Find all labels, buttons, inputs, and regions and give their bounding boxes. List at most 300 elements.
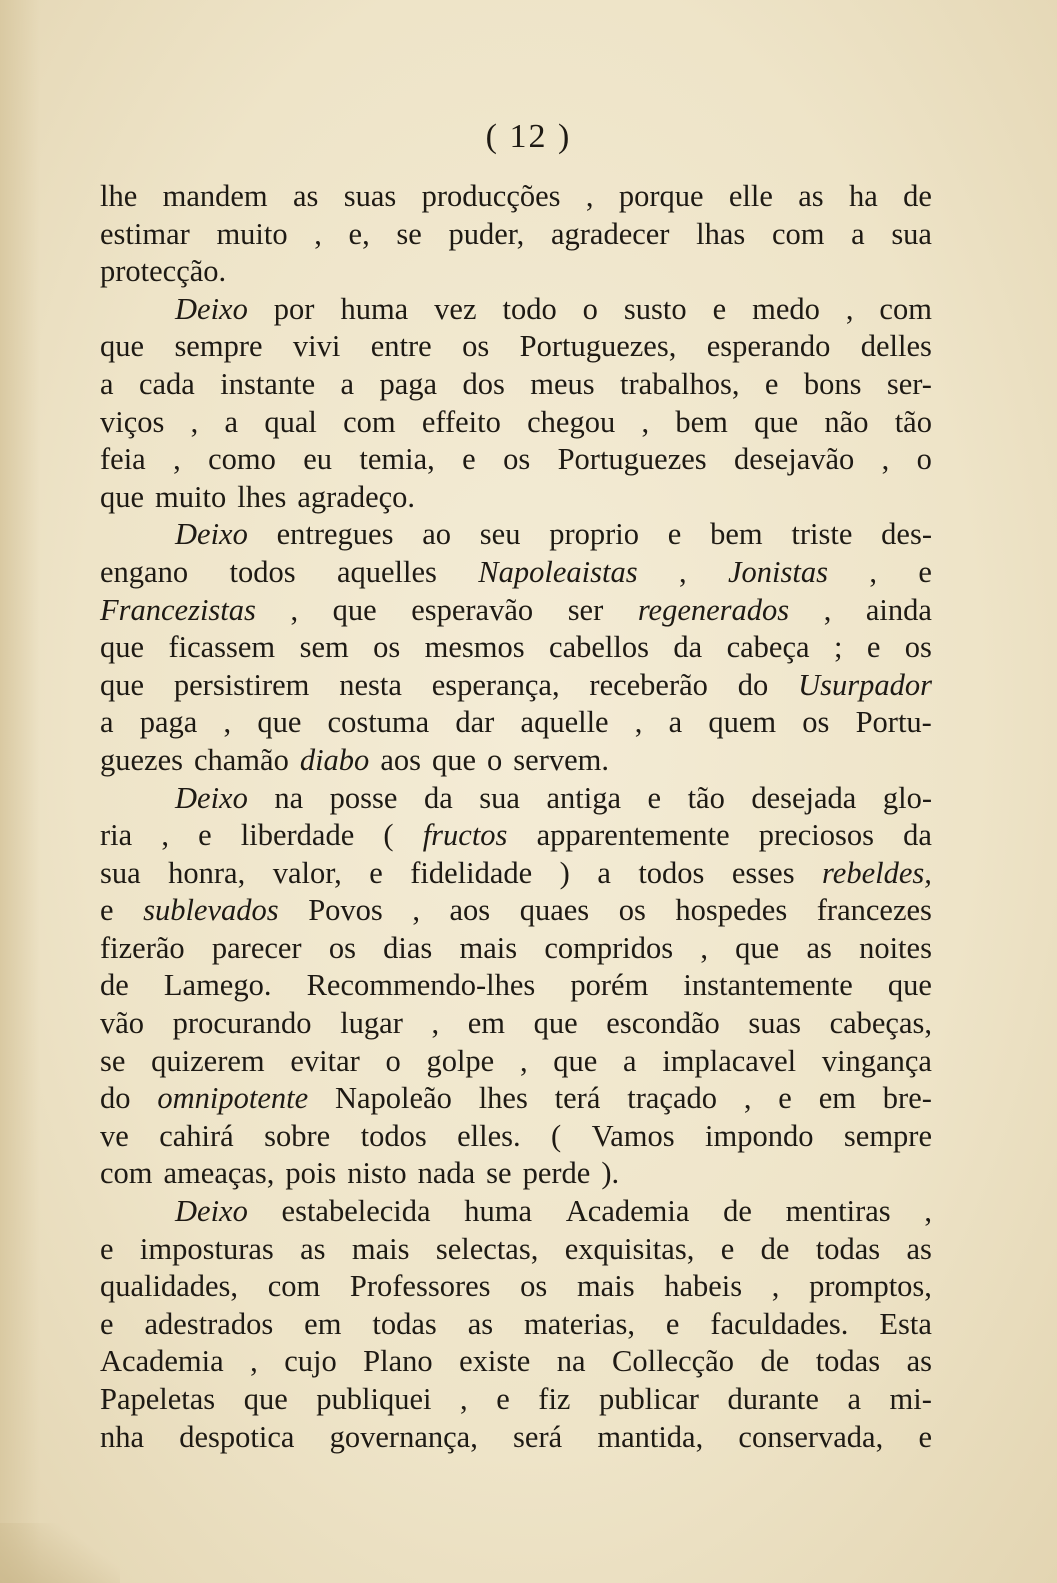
text-line [100, 780, 932, 818]
word: Esta [879, 1306, 932, 1341]
word: os [520, 1269, 548, 1304]
word: aquelle [520, 705, 609, 740]
word: rebeldes, [822, 855, 932, 890]
word: triste [791, 517, 853, 552]
word: e [496, 1382, 510, 1416]
text-line [100, 1343, 932, 1381]
word: lhes [237, 479, 287, 514]
word: instantemente [683, 968, 853, 1003]
word: ameaças, [163, 1156, 275, 1191]
word: a [847, 1382, 861, 1416]
word: ha [849, 179, 878, 213]
page-number: ( 12 ) [485, 118, 572, 155]
page-corner-shadow [0, 1523, 120, 1583]
word: nisto [347, 1156, 407, 1191]
word: publiquei [316, 1382, 432, 1416]
word: na [556, 1344, 586, 1379]
word: em [467, 1006, 505, 1041]
word: os [373, 630, 401, 665]
word: puder, [448, 216, 525, 251]
word: mantida, [597, 1419, 704, 1454]
text-line [100, 328, 932, 366]
word: dos [462, 366, 505, 401]
word: os [462, 329, 490, 364]
body-text [100, 178, 932, 1456]
word: Napoleaistas [478, 554, 638, 589]
word: o [487, 742, 503, 777]
word: compridos [544, 930, 674, 965]
word: a [100, 705, 114, 740]
word: o [916, 442, 932, 477]
text-line [100, 930, 932, 968]
word: Deixo [175, 517, 248, 552]
word: mais [351, 1231, 410, 1266]
word: as [906, 1231, 932, 1266]
text-line [100, 1306, 932, 1344]
word: agradeço. [297, 479, 416, 514]
word: Povos [308, 893, 383, 928]
word: do [100, 1081, 131, 1116]
text-line [100, 855, 932, 893]
word: apparentemente [536, 818, 730, 853]
word: que [243, 1382, 288, 1416]
word: ( [383, 818, 394, 853]
word: , [460, 1382, 468, 1416]
word: e [665, 1306, 680, 1341]
word: cujo [284, 1344, 337, 1379]
word: com [267, 1269, 321, 1304]
text-line [100, 1080, 932, 1118]
word: regenerados [637, 592, 790, 627]
word: eu [303, 442, 333, 477]
word: nada [417, 1156, 476, 1191]
word: Portuguezes, [519, 329, 677, 364]
word: fiz [538, 1382, 571, 1416]
word: pois [285, 1156, 337, 1191]
word: elles. [457, 1118, 521, 1153]
word: servem. [513, 742, 609, 777]
word: porém [570, 968, 649, 1003]
word: , [845, 291, 854, 326]
text-line [100, 1419, 932, 1457]
word: instante [220, 366, 316, 401]
word: a [623, 1043, 637, 1078]
word: esperança, [431, 667, 560, 702]
word: trabalhos, [620, 366, 740, 401]
word: delles [860, 329, 932, 364]
word: Professores [349, 1269, 491, 1304]
word: e, [348, 216, 370, 251]
word: vingança [821, 1043, 932, 1078]
text-line [100, 742, 932, 780]
word: seu [479, 517, 521, 552]
word: Deixo [175, 1194, 248, 1229]
text-line [100, 1381, 932, 1419]
word: tão [687, 780, 725, 815]
word: ; [833, 630, 843, 665]
word: do [737, 667, 769, 702]
word: que [553, 1043, 598, 1078]
word: mi- [889, 1382, 932, 1416]
word: valor, [272, 855, 342, 890]
word: chegou [527, 404, 616, 439]
word: diabo [299, 742, 370, 777]
word: des- [881, 517, 932, 552]
text-line [100, 1005, 932, 1043]
word: ). [601, 1156, 620, 1191]
word: Vamos [591, 1118, 675, 1153]
word: suas [748, 1006, 801, 1041]
word: cabeça [726, 630, 810, 665]
word: bons [803, 366, 862, 401]
word: em [818, 1081, 856, 1116]
word: , [924, 1194, 932, 1229]
word: mais [459, 930, 518, 965]
word: que [100, 329, 145, 364]
word: golpe [426, 1043, 495, 1078]
word: , [881, 442, 890, 477]
word: a [340, 366, 355, 401]
word: effeito [421, 404, 501, 439]
word: , [290, 592, 299, 627]
word: lhes [478, 1081, 528, 1116]
word: bre- [882, 1081, 932, 1116]
word: omnipotente [157, 1081, 309, 1116]
text-line [100, 253, 932, 291]
word: e [720, 1231, 735, 1266]
text-line [100, 817, 932, 855]
word: Francezistas [100, 592, 256, 627]
word: os [618, 893, 646, 928]
word: paga [379, 366, 438, 401]
text-line [100, 441, 932, 479]
word: os [328, 930, 356, 965]
word: ser- [886, 366, 932, 401]
word: Deixo [175, 291, 248, 326]
word: da [423, 780, 453, 815]
text-line [100, 178, 932, 216]
word: com [343, 404, 396, 439]
word: em [304, 1306, 342, 1341]
word: , [743, 1081, 752, 1116]
word: todas [815, 1231, 881, 1266]
word: ria [100, 818, 133, 853]
word: aos [449, 893, 491, 928]
word: que [431, 742, 477, 777]
word: todo [502, 291, 557, 326]
word: paga [139, 705, 198, 740]
word: cahirá [159, 1118, 234, 1153]
word: todas [372, 1306, 437, 1341]
word: de [903, 179, 932, 213]
word: proprio [549, 517, 640, 552]
text-line [100, 216, 932, 254]
word: todos [638, 855, 705, 890]
word: , [250, 1344, 258, 1379]
word: sempre [843, 1118, 932, 1153]
word: noites [859, 930, 932, 965]
word: e [100, 893, 114, 928]
word: com [771, 216, 825, 251]
word: o [582, 291, 598, 326]
word: a [100, 366, 114, 401]
word: ( [551, 1118, 562, 1153]
word: escondão [606, 1006, 720, 1041]
word: sua [100, 855, 141, 890]
word: a [851, 216, 865, 251]
word: Jonistas [727, 554, 828, 589]
word: estabelecida [281, 1194, 431, 1229]
word: faculdades. [710, 1306, 849, 1341]
word: agradecer [550, 216, 670, 251]
word: imposturas [139, 1231, 274, 1266]
text-line [100, 892, 932, 930]
word: Lamego. [163, 968, 272, 1003]
word: os [802, 705, 830, 740]
word: que [735, 930, 780, 965]
text-line [100, 554, 932, 592]
word: susto [623, 291, 687, 326]
word: terá [554, 1081, 601, 1116]
word: estimar [100, 216, 190, 251]
word: qualidades, [100, 1269, 239, 1304]
word: da [673, 630, 703, 665]
word: da [903, 818, 932, 853]
word: vez [434, 291, 477, 326]
word: mandem [162, 179, 268, 213]
word: cada [138, 366, 195, 401]
word: que [332, 592, 377, 627]
word: lhe [100, 179, 138, 213]
text-line [100, 479, 932, 517]
word: desejavão [734, 442, 855, 477]
word: que [100, 667, 145, 702]
text-line [100, 1268, 932, 1306]
word: dar [455, 705, 495, 740]
word: e [647, 780, 662, 815]
word: qual [264, 404, 317, 439]
word: que [887, 968, 932, 1003]
word: mesmos [424, 630, 525, 665]
word: Academia [100, 1344, 224, 1379]
text-line [100, 1118, 932, 1156]
word: as [467, 1306, 494, 1341]
text-line [100, 291, 932, 329]
word: , [823, 592, 832, 627]
word: as [906, 1344, 932, 1379]
word: tão [894, 404, 932, 439]
word: suas [343, 179, 397, 213]
word: posse [329, 780, 398, 815]
word: , [190, 404, 199, 439]
word: costuma [327, 705, 430, 740]
word: dias [383, 930, 433, 965]
word: quizerem [151, 1043, 265, 1078]
word: com [100, 1156, 153, 1191]
word: Portuguezes [557, 442, 707, 477]
word: de [760, 1231, 790, 1266]
word: feia [100, 442, 146, 477]
word: Recommendo-lhes [306, 968, 536, 1003]
text-line [100, 629, 932, 667]
word: sua [891, 216, 932, 251]
word: meus [530, 366, 595, 401]
word: não [824, 404, 869, 439]
text-line [100, 404, 932, 442]
word: aos [380, 742, 421, 777]
word: e [100, 1231, 114, 1266]
word: que [533, 1006, 578, 1041]
word: e [198, 818, 212, 853]
word: temia, [359, 442, 435, 477]
word: chamão [193, 742, 289, 777]
word: , [771, 1269, 780, 1304]
word: , [412, 893, 420, 928]
word: ve [100, 1118, 129, 1153]
word: desejada [751, 780, 857, 815]
word: que [100, 479, 145, 514]
word: mais [576, 1269, 635, 1304]
word: entregues [276, 517, 394, 552]
text-line [100, 1155, 932, 1193]
word: o [385, 1043, 401, 1078]
word: se [486, 1156, 512, 1191]
word: e [918, 554, 932, 589]
word: , [431, 1006, 440, 1041]
word: de [760, 1344, 790, 1379]
word: Napoleão [334, 1081, 452, 1116]
word: vivi [292, 329, 341, 364]
word: e [667, 517, 682, 552]
word: publicar [598, 1382, 699, 1416]
text-line [100, 1043, 932, 1081]
word: persistirem [173, 667, 310, 702]
word: perde [522, 1156, 591, 1191]
text-line [100, 704, 932, 742]
word: , [634, 705, 643, 740]
word: sublevados [143, 893, 279, 928]
word: hospedes [675, 893, 788, 928]
word: Deixo [175, 780, 248, 815]
text-line [100, 516, 932, 554]
word: sem [299, 630, 349, 665]
word: , [641, 404, 650, 439]
word: , [223, 705, 232, 740]
word: implacavel [662, 1043, 797, 1078]
word: Portu- [855, 705, 932, 740]
word: bem [710, 517, 763, 552]
word: , [678, 554, 687, 589]
word: os [904, 630, 932, 665]
word: Usurpador [798, 667, 932, 702]
word: que [257, 705, 302, 740]
word: muito [216, 216, 288, 251]
word: todos [360, 1118, 427, 1153]
word: procurando [172, 1006, 312, 1041]
word: , [869, 554, 877, 589]
word: a [597, 855, 611, 890]
word: receberão [589, 667, 708, 702]
word: muito [155, 479, 227, 514]
word: a [224, 404, 239, 439]
word: medo [752, 291, 820, 326]
word: e [462, 442, 476, 477]
word: elle [728, 179, 773, 213]
word: os [503, 442, 531, 477]
word: se [396, 216, 422, 251]
word: , [700, 930, 708, 965]
word: durante [727, 1382, 819, 1416]
word: Plano [363, 1344, 433, 1379]
word: existe [459, 1344, 531, 1379]
text-line [100, 366, 932, 404]
word: que [100, 630, 145, 665]
word: de [100, 968, 129, 1003]
word: impondo [705, 1118, 814, 1153]
word: vão [100, 1006, 145, 1041]
word: , [314, 216, 322, 251]
word: Collecção [612, 1344, 734, 1379]
word: as [806, 930, 832, 965]
word: lugar [340, 1006, 403, 1041]
word: por [273, 291, 315, 326]
word: , [173, 442, 181, 477]
word: , [161, 818, 169, 853]
word: e [778, 1081, 792, 1116]
word: quem [708, 705, 777, 740]
word: , [585, 179, 594, 213]
word: sua [479, 780, 520, 815]
word: mentiras [785, 1194, 891, 1229]
word: adestrados [144, 1306, 274, 1341]
word: liberdade [240, 818, 355, 853]
word: bem [675, 404, 728, 439]
word: Papeletas [100, 1382, 216, 1416]
word: honra, [168, 855, 246, 890]
word: e [100, 1306, 114, 1341]
word: na [274, 780, 304, 815]
word: fidelidade [410, 855, 533, 890]
word: aquelles [336, 554, 437, 589]
word: nesta [339, 667, 402, 702]
word: producções [421, 179, 561, 213]
word: esses [731, 855, 795, 890]
word: e [918, 1419, 932, 1454]
word: ficassem [168, 630, 276, 665]
word: todos [229, 554, 296, 589]
word: com [879, 291, 932, 326]
text-line [100, 667, 932, 705]
word: antiga [546, 780, 621, 815]
word: nha [100, 1419, 145, 1454]
word: despotica [179, 1419, 295, 1454]
word: e [369, 855, 383, 890]
word: Academia [565, 1194, 690, 1229]
word: engano [100, 554, 189, 589]
word: evitar [290, 1043, 360, 1078]
word: guezes [100, 742, 183, 777]
word: se [100, 1043, 126, 1078]
word: traçado [627, 1081, 717, 1116]
page-edge-shadow [0, 0, 40, 1583]
word: lhas [696, 216, 746, 251]
word: e [866, 630, 881, 665]
word: viços [100, 404, 165, 439]
word: francezes [816, 893, 932, 928]
word: exquisitas, [564, 1231, 695, 1266]
word: sobre [264, 1118, 331, 1153]
word: fizerão [100, 930, 185, 965]
